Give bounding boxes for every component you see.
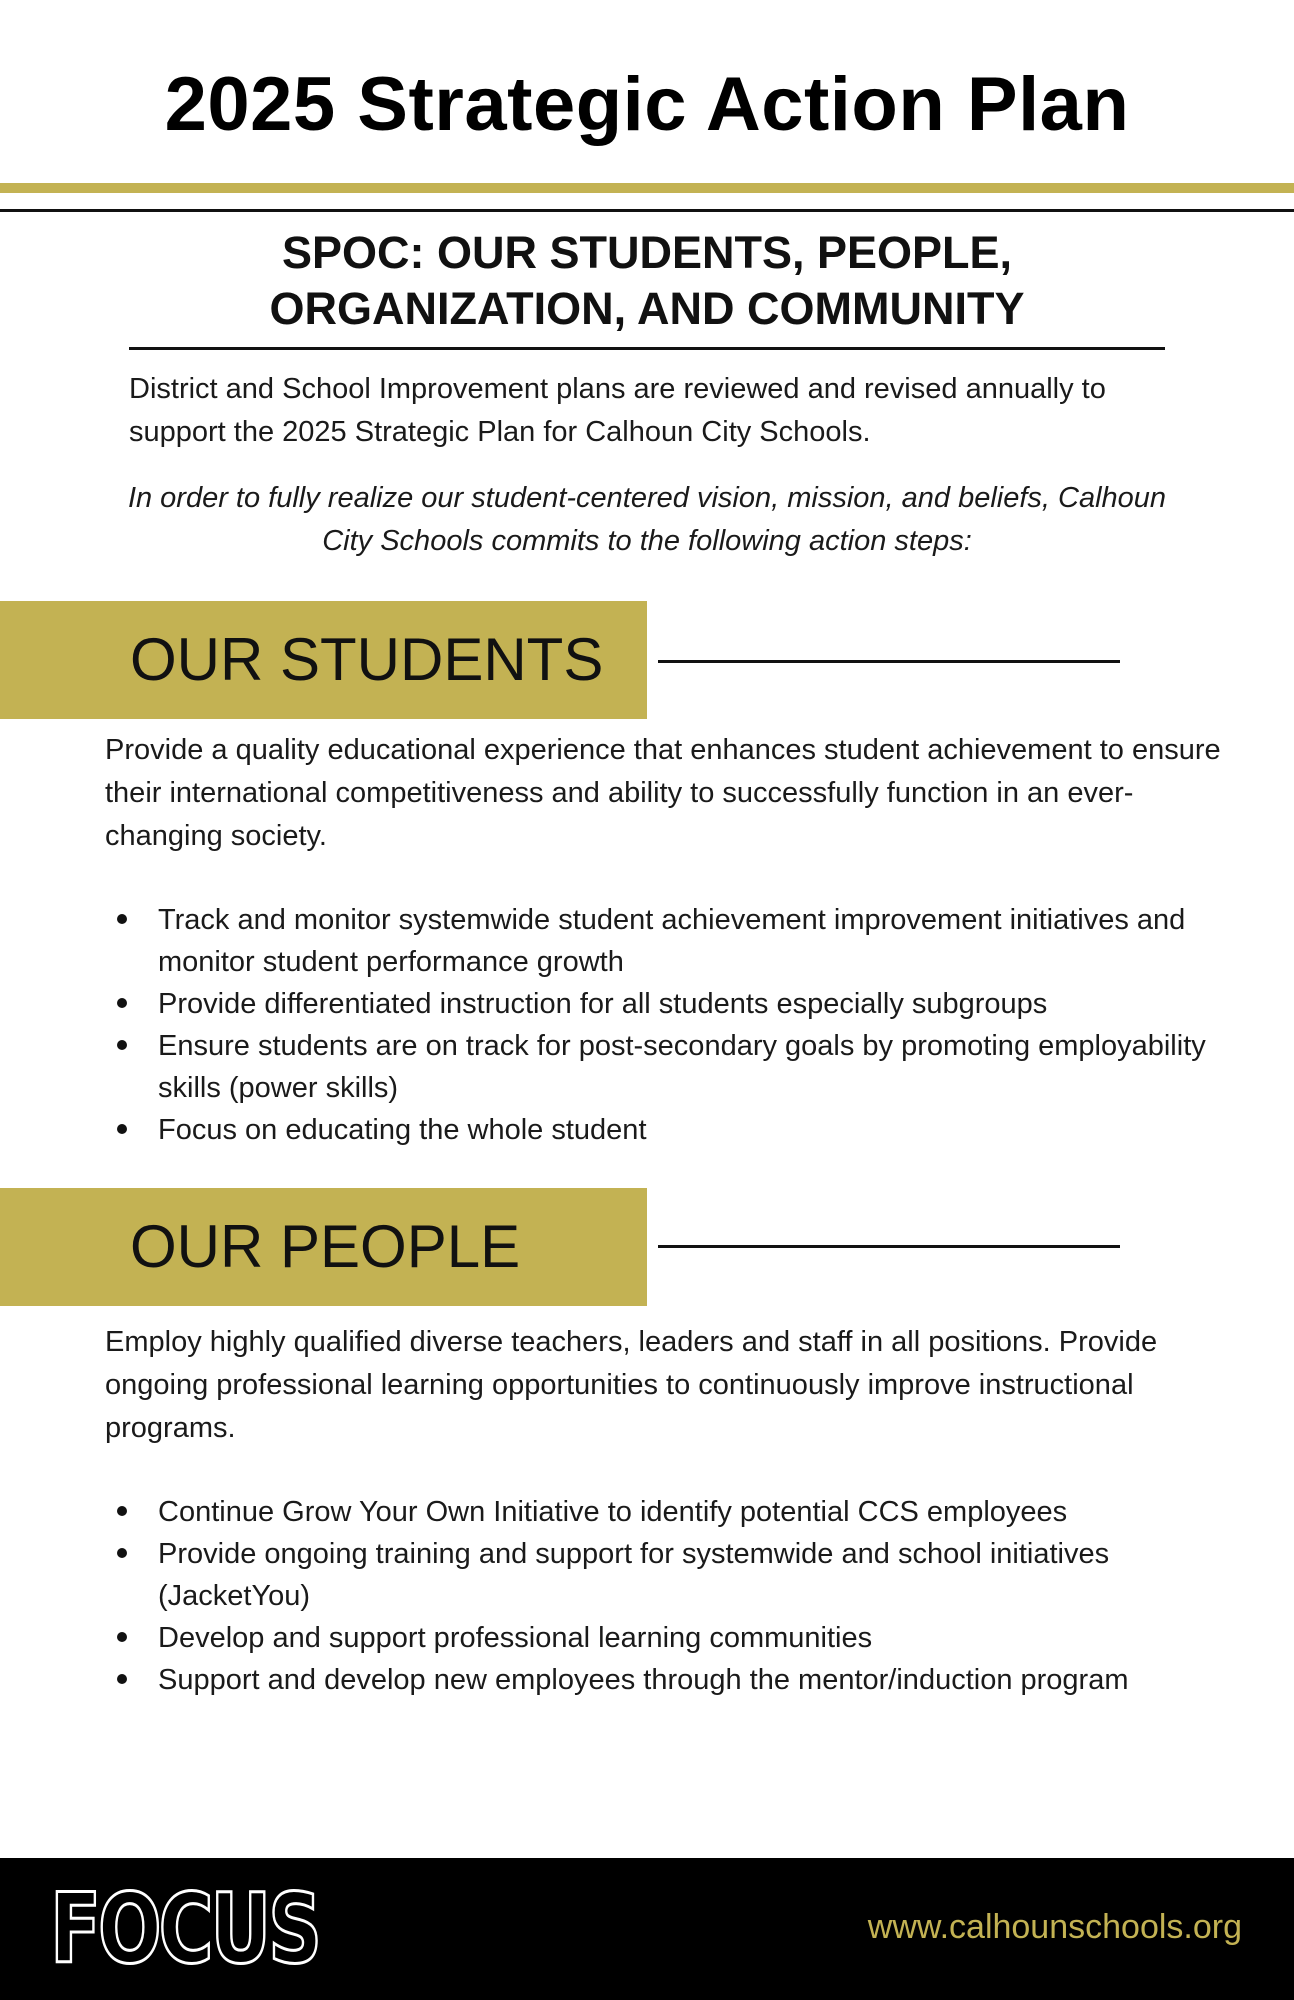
bullet-icon	[117, 1674, 127, 1684]
bullet-icon	[117, 1632, 127, 1642]
list-item-text: Support and develop new employees through the mentor/induction program	[158, 1664, 1129, 1696]
section-header-students	[0, 601, 647, 719]
list-item	[105, 1491, 1265, 1533]
bullet-list-students	[105, 899, 1265, 1151]
bullet-icon	[117, 1506, 127, 1516]
bullet-icon	[117, 1040, 127, 1050]
page-title: 2025 Strategic Action Plan	[164, 62, 1130, 147]
bullet-icon	[117, 1124, 127, 1134]
list-item-text: Ensure students are on track for post-secondary goals by promoting employability skills (power skills)	[158, 1030, 1206, 1104]
section-title-students: OUR STUDENTS	[130, 626, 604, 693]
section-rule-students	[658, 660, 1120, 663]
section-description-people: Employ highly qualified diverse teachers, leaders and staff in all positions. Provide ongoing professional learning opportunities to continuously improve instructional programs.	[105, 1326, 1158, 1444]
section-header-people	[0, 1188, 647, 1306]
list-item	[105, 899, 1265, 983]
list-item-text: Focus on educating the whole student	[158, 1114, 647, 1146]
intro-commitment-text: In order to fully realize our student-centered vision, mission, and beliefs, Calhoun City Schools commits to the following action steps:	[127, 482, 1167, 557]
list-item	[105, 1025, 1265, 1109]
website-link[interactable]: www.calhounschools.org	[867, 1908, 1242, 1946]
title-black-divider	[0, 209, 1294, 212]
bullet-icon	[117, 998, 127, 1008]
subtitle-line-1: SPOC: OUR STUDENTS, PEOPLE,	[281, 227, 1013, 278]
list-item-text: Continue Grow Your Own Initiative to identify potential CCS employees	[158, 1496, 1068, 1528]
footer	[0, 1858, 1294, 2000]
subtitle-divider	[129, 347, 1165, 350]
list-item-text: Provide ongoing training and support for systemwide and school initiatives (JacketYou)	[158, 1538, 1110, 1612]
bullet-list-people	[105, 1491, 1265, 1701]
focus-logo: FOCUS	[50, 1873, 319, 1985]
bullet-icon	[117, 914, 127, 924]
section-description-students: Provide a quality educational experience that enhances student achievement to ensure their international competitiveness and ability to successfully function in an ever-changing society.	[105, 734, 1221, 852]
subtitle-line-2: ORGANIZATION, AND COMMUNITY	[269, 283, 1025, 334]
section-rule-people	[658, 1245, 1120, 1248]
list-item	[105, 1659, 1265, 1701]
list-item	[105, 983, 1265, 1025]
section-title-people: OUR PEOPLE	[130, 1213, 521, 1280]
bullet-icon	[117, 1548, 127, 1558]
list-item	[105, 1109, 1265, 1151]
page-subtitle	[0, 225, 1294, 337]
list-item-text: Track and monitor systemwide student achievement improvement initiatives and monitor student performance growth	[158, 904, 1186, 978]
list-item	[105, 1533, 1265, 1617]
intro-text: District and School Improvement plans are reviewed and revised annually to support the 2025 Strategic Plan for Calhoun City Schools.	[129, 373, 1106, 448]
list-item-text: Develop and support professional learning communities	[158, 1622, 873, 1654]
title-gold-divider	[0, 183, 1294, 193]
list-item-text: Provide differentiated instruction for all students especially subgroups	[158, 988, 1048, 1020]
list-item	[105, 1617, 1265, 1659]
